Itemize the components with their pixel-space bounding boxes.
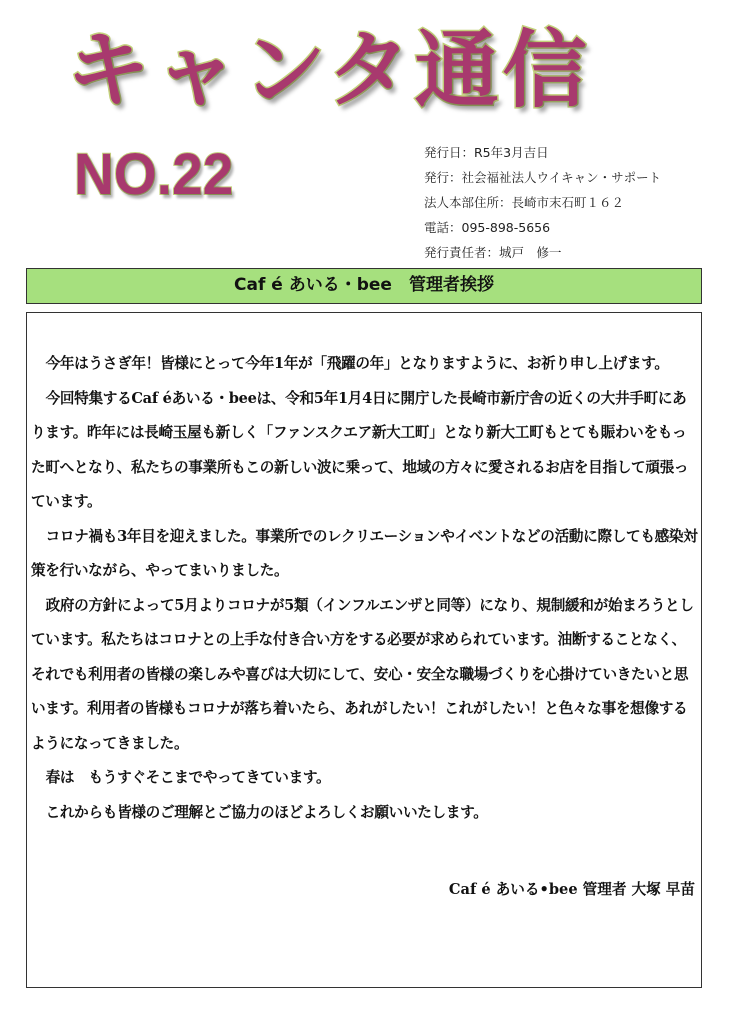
responsible-person: 発行責任者：城戸 修一 xyxy=(424,245,562,260)
letter-box xyxy=(26,312,702,988)
letter-paragraph: これからも皆様のご理解とご協力のほどよろしくお願いいたします。 xyxy=(45,803,488,821)
publication-info xyxy=(424,140,661,265)
letter-signature: Caf é あいる•bee 管理者 大塚 早苗 xyxy=(448,881,695,898)
publisher: 発行：社会福祉法人ウイキャン・サポート xyxy=(424,170,662,185)
issue-number: NO.22 xyxy=(74,142,234,207)
letter-paragraph: 政府の方針によって5月よりコロナが5類（インフルエンザと同等）になり、規制緩和が始まろうとしています。私たちはコロナとの上手な付き合い方をする必要が求められています。油断することなく、それでも利用者の皆様の楽しみや喜びは大切にして、安心・安全な職場づくりを心掛けていきたいと思います。利用者の皆様もコロナが落ち着いたら、あれがしたい！これがしたい！と色々な事を想像するようになってきました。 xyxy=(31,596,694,752)
phone-number: 電話：095-898-5656 xyxy=(424,220,551,235)
publication-date: 発行日：R5年3月吉日 xyxy=(424,145,549,160)
letter-paragraph: 春は もうすぐそこまでやってきています。 xyxy=(45,769,331,786)
letter-paragraph: 今年はうさぎ年！皆様にとって今年1年が「飛躍の年」となりますように、お祈り申し上げます。 xyxy=(45,355,669,372)
newsletter-title: キャンタ通信 xyxy=(66,21,591,119)
head-office-address: 法人本部住所：長崎市末石町１６２ xyxy=(424,195,625,210)
section-heading: Caf é あいる・bee 管理者挨拶 xyxy=(26,268,702,304)
letter-paragraph: 今回特集するCaf éあいる・beeは、令和5年1月4日に開庁した長崎市新庁舎の近くの大井手町にあります。昨年には長崎玉屋も新しく「ファンスクエア新大工町」となり新大工町もとても賑わいをもった町へとなり、私たちの事業所もこの新しい波に乗って、地域の方々に愛されるお店を目指して頑張っています。 xyxy=(31,389,689,510)
letter-body xyxy=(31,347,699,830)
letter-paragraph: コロナ禍も3年目を迎えました。事業所でのレクリエーションやイベントなどの活動に際しても感染対策を行いながら、やってまいりました。 xyxy=(31,527,698,579)
